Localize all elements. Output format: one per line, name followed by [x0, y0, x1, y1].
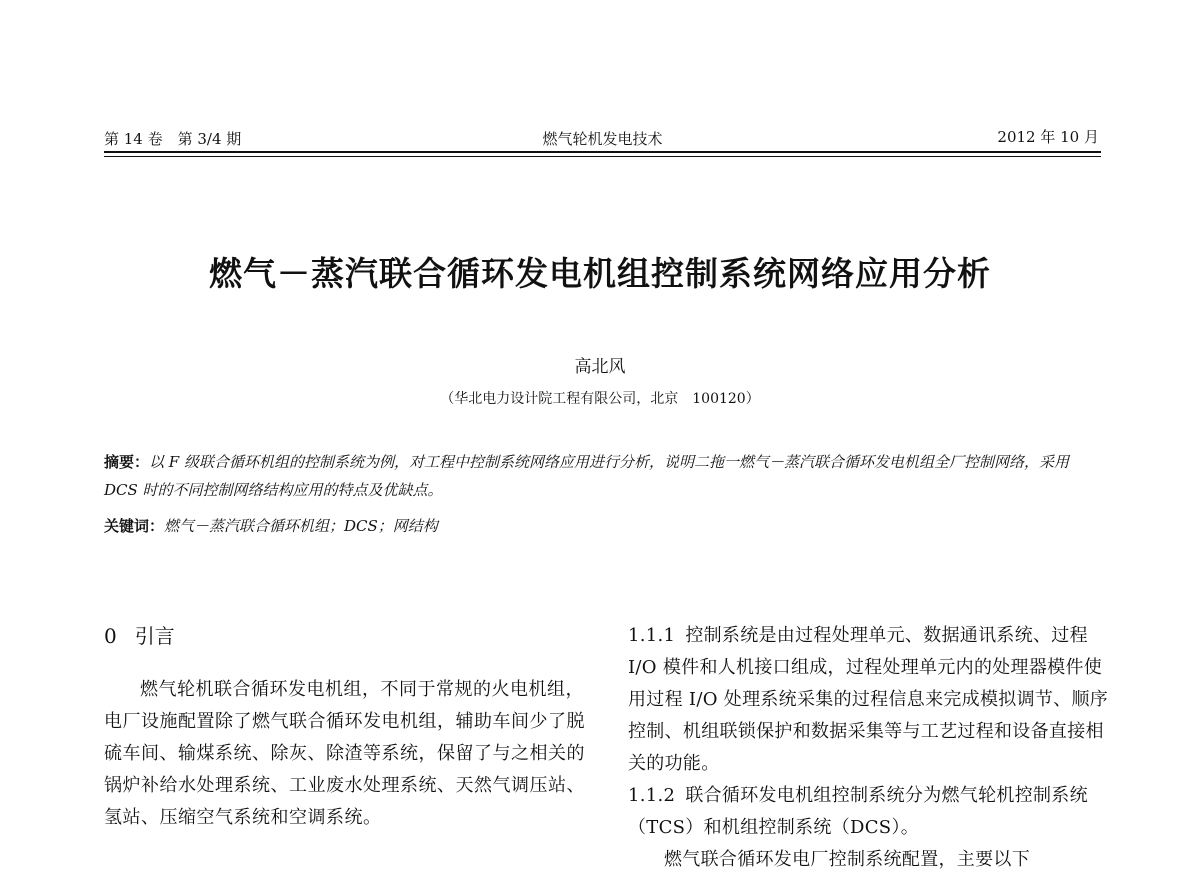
paragraph-text: 联合循环发电机组控制系统分为燃气轮机控制系统（TCS）和机组控制系统（DCS）。 [628, 785, 1088, 838]
journal-name: 燃气轮机发电技术 [542, 130, 663, 148]
paragraph-continued: 燃气联合循环发电厂控制系统配置，主要以下 [664, 849, 1030, 870]
section-title: 引言 [134, 624, 175, 648]
paragraph-number: 1.1.1 [628, 625, 676, 646]
header-rule-thick [104, 151, 1101, 153]
header-rule-thin [104, 156, 1101, 157]
right-column [628, 620, 1110, 876]
paragraph-1-1-2 [628, 780, 1110, 844]
abstract-label: 摘要： [104, 453, 150, 471]
section-heading [104, 620, 592, 652]
running-header [104, 126, 1101, 148]
keywords [104, 512, 1104, 540]
section-number: 0 [104, 624, 117, 648]
author-name: 高北风 [574, 357, 626, 377]
paper-title: 燃气－蒸汽联合循环发电机组控制系统网络应用分析 [209, 254, 991, 293]
paragraph-number: 1.1.2 [628, 785, 676, 806]
paragraph-text: 控制系统是由过程处理单元、数据通讯系统、过程 I/O 模件和人机接口组成，过程处理单元内的处理器模件使用过程 I/O 处理系统采集的过程信息来完成模拟调节、顺序控制、机组联锁保护和数据采集等与工艺过程和设备直接相关的功能。 [628, 625, 1109, 774]
author-affiliation: （华北电力设计院工程有限公司，北京 100120） [440, 391, 760, 407]
volume-issue: 第 14 卷 第 3/4 期 [104, 130, 242, 148]
keywords-text: 燃气－蒸汽联合循环机组；DCS；网结构 [164, 517, 438, 535]
intro-paragraph: 燃气轮机联合循环发电机组，不同于常规的火电机组，电厂设施配置除了燃气联合循环发电机组，辅助车间少了脱硫车间、输煤系统、除灰、除渣等系统，保留了与之相关的锅炉补给水处理系统、工业废水处理系统、天然气调压站、氢站、压缩空气系统和空调系统。 [104, 679, 585, 828]
abstract [104, 448, 1104, 504]
left-column [104, 620, 592, 834]
issue-date: 2012 年 10 月 [997, 128, 1099, 146]
abstract-text: 以 F 级联合循环机组的控制系统为例，对工程中控制系统网络应用进行分析，说明二拖一燃气－蒸汽联合循环发电机组全厂控制网络，采用 DCS 时的不同控制网络结构应用的特点及优缺点。 [104, 453, 1069, 499]
paragraph-1-1-1 [628, 620, 1110, 780]
keywords-label: 关键词： [104, 517, 165, 535]
